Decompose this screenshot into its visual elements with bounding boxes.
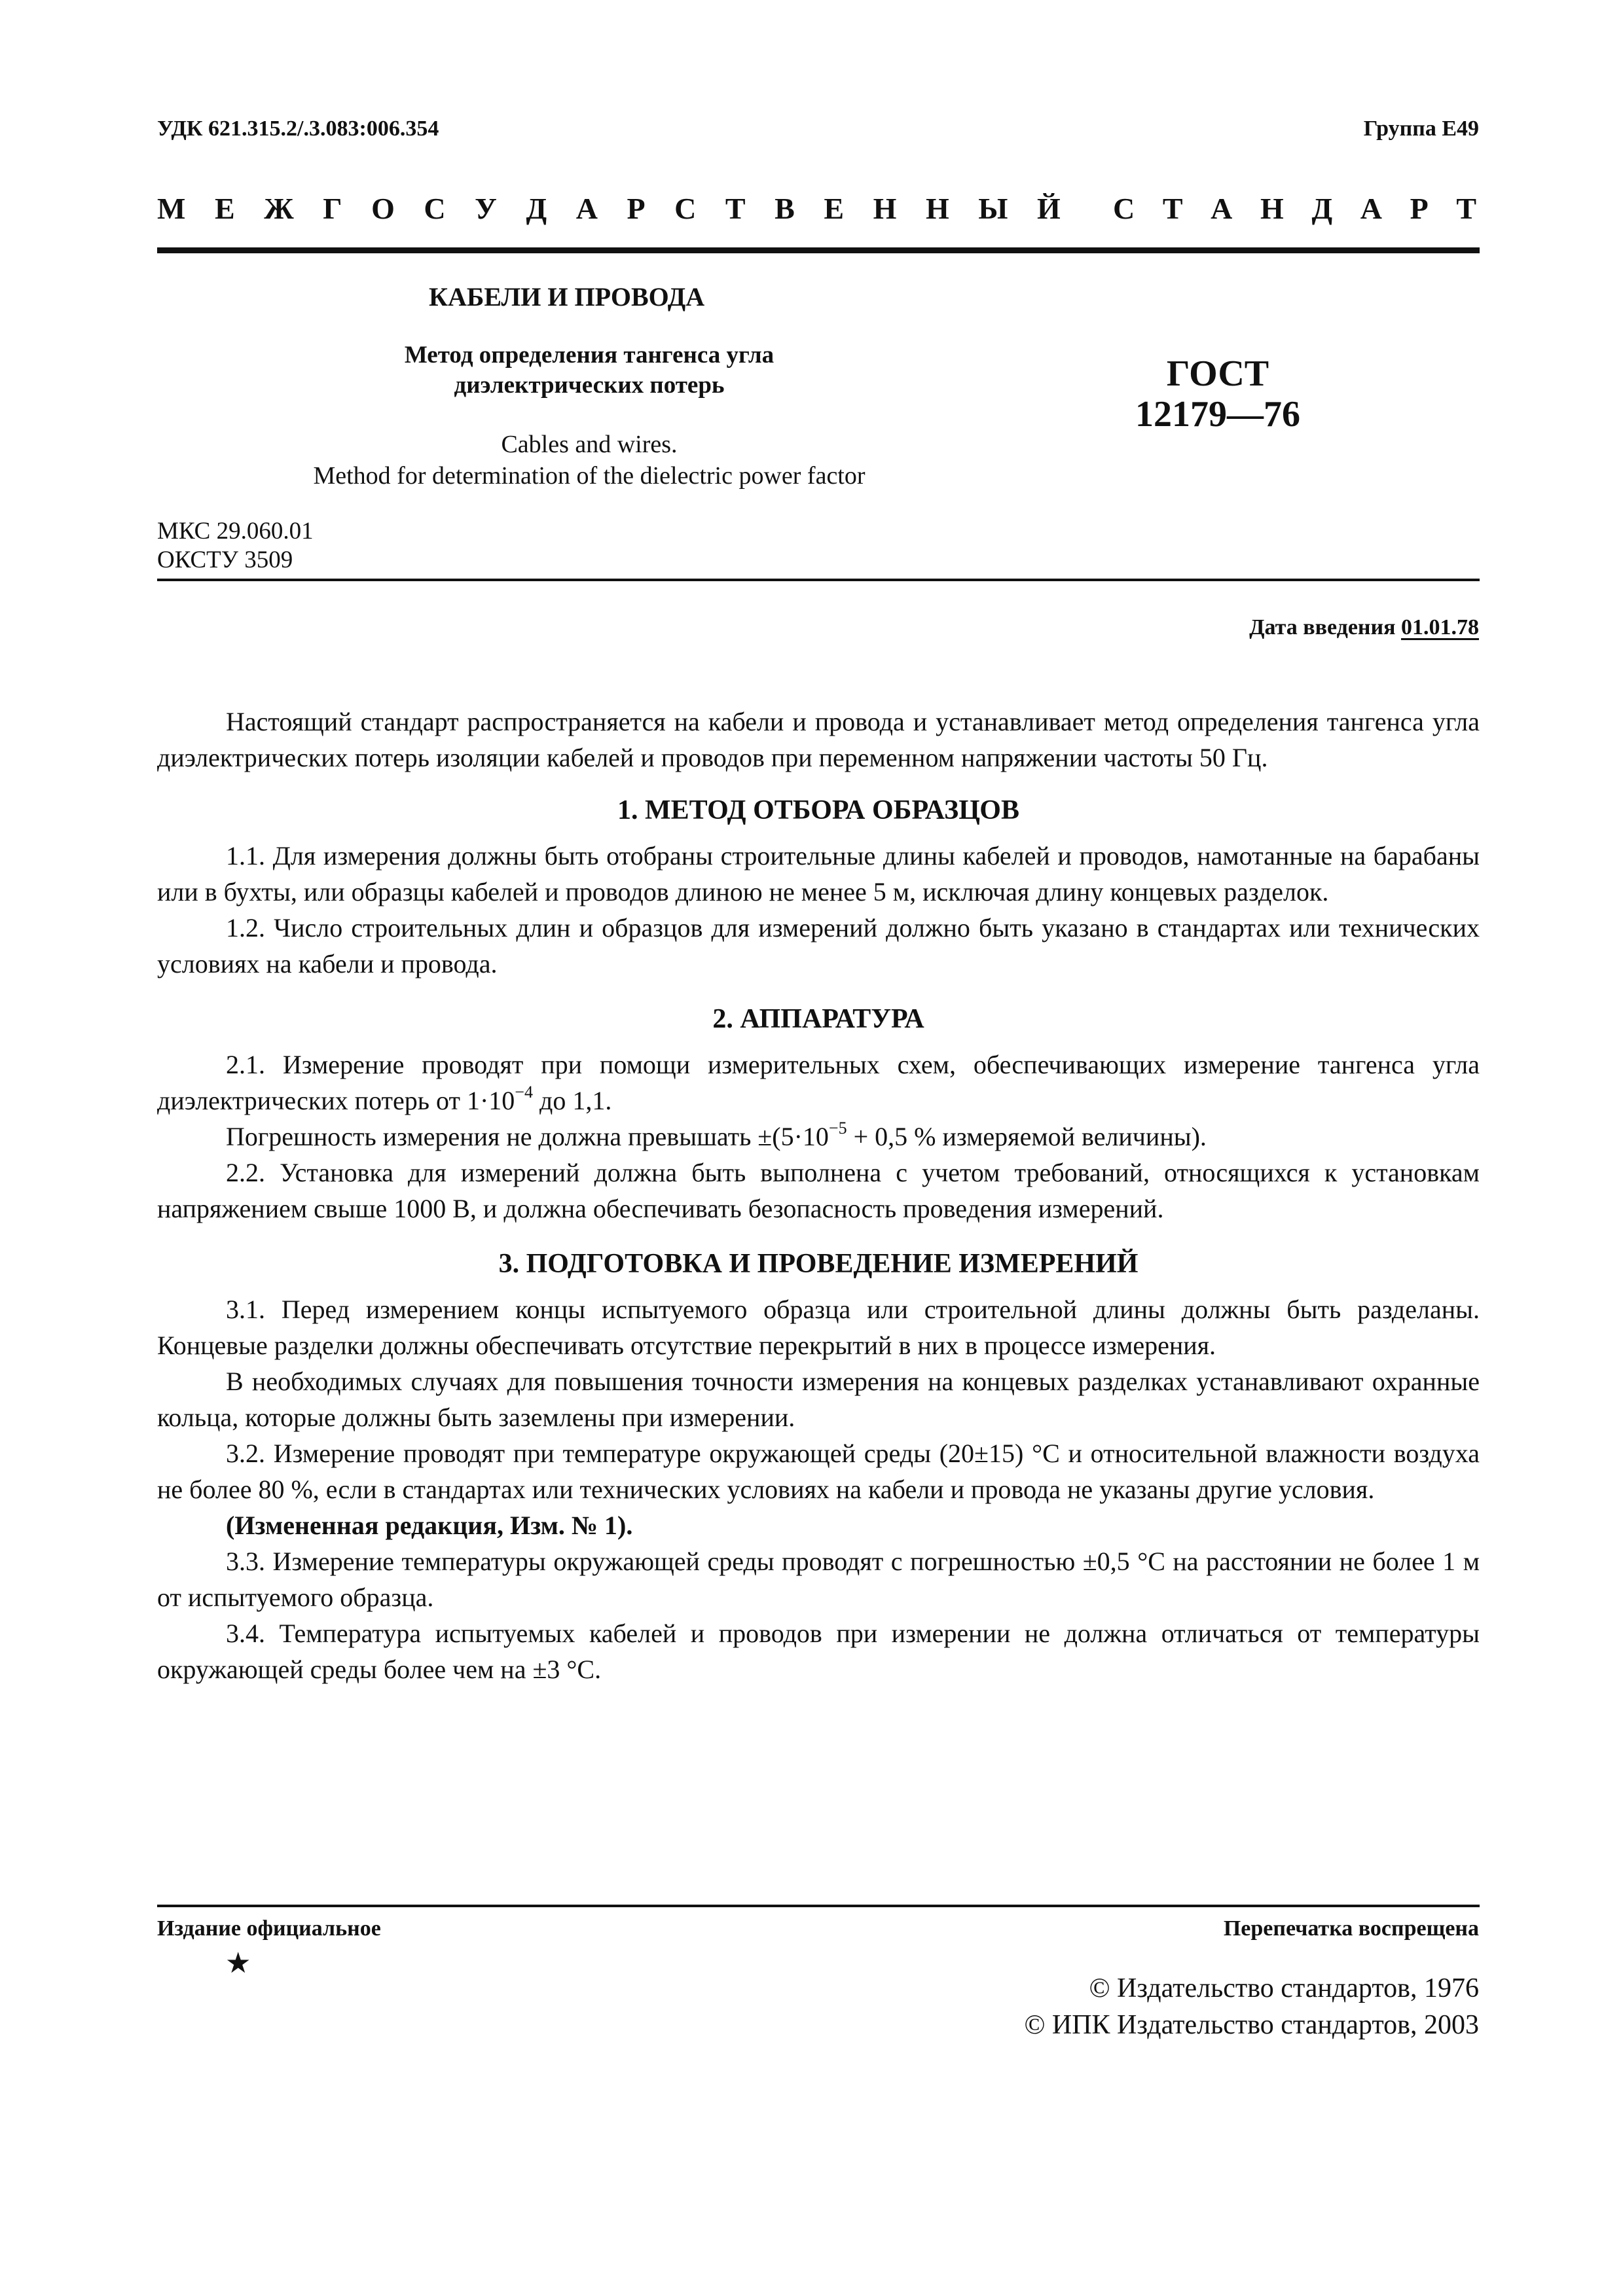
section-2-1-exponent: −4 [515, 1082, 533, 1102]
english-title-line-2: Method for determination of the dielectric power factor [313, 462, 866, 490]
udk-code: УДК 621.315.2/.3.083:006.354 [157, 117, 439, 141]
gost-designation [1080, 353, 1355, 435]
banner-right-letter: Т [1162, 192, 1183, 225]
footer-rule [157, 1905, 1480, 1907]
banner-left-letter: Н [873, 192, 897, 225]
banner-left-letter: Е [824, 192, 845, 225]
mks-code: МКС 29.060.01 [157, 518, 314, 545]
reprint-notice: Перепечатка воспрещена [1223, 1916, 1479, 1941]
section-2-heading: 2. АППАРАТУРА [712, 1004, 924, 1034]
banner-right-letter: А [1211, 192, 1233, 225]
document-title: КАБЕЛИ И ПРОВОДА [429, 282, 705, 312]
gost-label: ГОСТ [1166, 353, 1269, 394]
intro-paragraph: Настоящий стандарт распространяется на кабели и провода и устанавливает метод определения тангенса угла диэлектрических потерь изоляции кабелей и проводов при переменном напряжении частоты 50 Гц. [157, 707, 1480, 772]
banner-left-letter: У [475, 192, 497, 225]
section-2-2: 2.2. Установка для измерений должна быть выполнена с учетом требований, относящихся к установкам напряжением свыше 1000 В, и должна обеспечивать безопасность проведения измерений. [157, 1158, 1480, 1223]
banner-left-letter: Т [725, 192, 746, 225]
banner-left-letter: В [775, 192, 795, 225]
subtitle-line-2: диэлектрических потерь [454, 372, 725, 399]
banner-left-letter: Е [214, 192, 235, 225]
section-2-1-text: 2.1. Измерение проводят при помощи измерительных схем, обеспечивающих измерение тангенса угла диэлектрических потерь от 1·10 [157, 1050, 1480, 1115]
section-3-4: 3.4. Температура испытуемых кабелей и проводов при измерении не должна отличаться от температуры окружающей среды более чем на ±3 °С. [157, 1619, 1480, 1684]
accuracy-exponent: −5 [828, 1118, 847, 1138]
banner-right [1113, 191, 1476, 226]
section-1-1: 1.1. Для измерения должны быть отобраны строительные длины кабелей и проводов, намотанные на барабаны или в бухты, или образцы кабелей и проводов длиною не менее 5 м, исключая длину концевых разделок. [157, 841, 1480, 906]
english-title [262, 429, 917, 492]
gost-number: 12179—76 [1135, 394, 1300, 435]
header-thick-rule [157, 247, 1480, 253]
section-3-1: 3.1. Перед измерением концы испытуемого образца или строительной длины должны быть разделаны. Концевые разделки должны обеспечивать отсутствие перекрытий в них в процессе измерения. [157, 1295, 1480, 1360]
section-1-heading: 1. МЕТОД ОТБОРА ОБРАЗЦОВ [617, 795, 1019, 825]
banner-left-letter: Р [627, 192, 646, 225]
okstu-code: ОКСТУ 3509 [157, 547, 293, 573]
section-2-1-tail: до 1,1. [532, 1086, 612, 1115]
banner-left-letter: Ж [264, 192, 294, 225]
banner-right-letter: А [1360, 192, 1382, 225]
banner-left-letter: Д [526, 192, 547, 225]
banner-left-letter: Й [1036, 192, 1061, 225]
intro-date [1249, 615, 1479, 640]
subtitle-line-1: Метод определения тангенса угла [404, 342, 775, 368]
document-subtitle [354, 340, 825, 401]
section-3-1-guard-rings: В необходимых случаях для повышения точности измерения на концевых разделках устанавливают охранные кольца, которые должны быть заземлены при измерении. [157, 1367, 1480, 1432]
banner-left-letter: Г [323, 192, 342, 225]
english-title-line-1: Cables and wires. [501, 431, 678, 458]
banner-left-letter: С [674, 192, 697, 225]
section-3-3: 3.3. Измерение температуры окружающей среды проводят с погрешностью ±0,5 °С на расстоянии не более 1 м от испытуемого образца. [157, 1547, 1480, 1612]
banner-left-letter: М [157, 192, 186, 225]
star-icon: ★ [225, 1947, 251, 1979]
copyright-1976: © Издательство стандартов, 1976 [1089, 1973, 1479, 2003]
banner-left-letter: Ы [978, 192, 1008, 225]
section-3-2: 3.2. Измерение проводят при температуре окружающей среды (20±15) °С и относительной влажности воздуха не более 80 %, если в стандартах или технических условиях на кабели и провода не указаны другие условия. [157, 1439, 1480, 1504]
intro-date-value: 01.01.78 [1401, 615, 1479, 639]
accuracy-text: Погрешность измерения не должна превышать ±(5·10 [226, 1122, 829, 1151]
banner-right-letter: Т [1456, 192, 1476, 225]
section-1-2: 1.2. Число строительных длин и образцов для измерений должно быть указано в стандартах или технических условиях на кабели и провода. [157, 913, 1480, 978]
classification-codes [157, 517, 314, 575]
banner-right-letter: Н [1260, 192, 1284, 225]
banner-left-letter: А [575, 192, 598, 225]
copyright-2003: © ИПК Издательство стандартов, 2003 [1024, 2010, 1479, 2040]
copyright-block [1024, 1970, 1479, 2043]
document-body [157, 704, 1480, 1687]
header-thin-rule [157, 579, 1480, 581]
banner-left-letter: Н [925, 192, 949, 225]
intro-date-label: Дата введения [1249, 615, 1396, 639]
banner-right-letter: Д [1311, 192, 1333, 225]
banner-left-letter: О [371, 192, 395, 225]
edition-label: Издание официальное [157, 1916, 381, 1941]
banner-left [157, 191, 1061, 226]
section-2-1-accuracy [157, 1119, 1480, 1155]
section-3-heading: 3. ПОДГОТОВКА И ПРОВЕДЕНИЕ ИЗМЕРЕНИЙ [498, 1249, 1139, 1279]
group-code: Группа Е49 [1363, 117, 1479, 141]
accuracy-tail: + 0,5 % измеряемой величины). [847, 1122, 1207, 1151]
section-2-1 [157, 1047, 1480, 1119]
banner-left-letter: С [424, 192, 446, 225]
banner-right-letter: С [1113, 192, 1135, 225]
amendment-note: (Измененная редакция, Изм. № 1). [226, 1511, 633, 1540]
banner-right-letter: Р [1410, 192, 1429, 225]
